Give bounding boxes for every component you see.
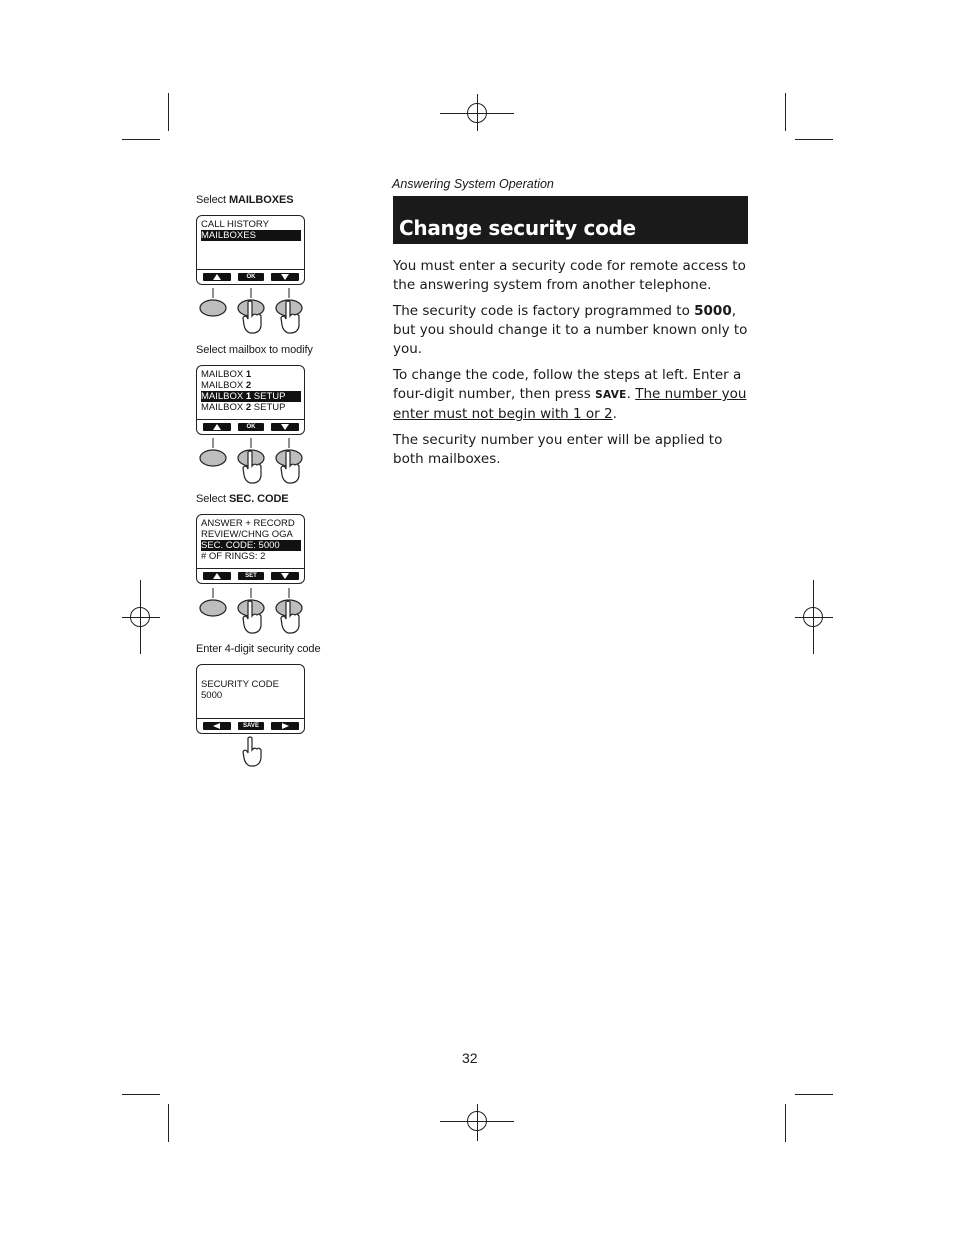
step-4-label: Enter 4-digit security code (196, 643, 321, 655)
lcd-line-highlighted: MAILBOXES (201, 230, 301, 241)
step-2-display (196, 365, 305, 435)
lcd-line: REVIEW/CHNG OGA (201, 529, 293, 540)
up-arrow-icon (203, 572, 231, 580)
step-1-label: Select MAILBOXES (196, 194, 294, 206)
softkey-ok: OK (238, 273, 264, 281)
lcd-line: # OF RINGS: 2 (201, 551, 266, 562)
softkey-save: SAVE (238, 722, 264, 730)
left-arrow-icon (203, 722, 231, 730)
softkey-bar (197, 419, 304, 434)
pointing-hand-icon (243, 737, 261, 766)
lcd-line-highlighted: SEC. CODE: 5000 (201, 540, 301, 551)
softkey-ok: OK (238, 423, 264, 431)
step-4-display (196, 664, 305, 734)
warning-text: The number you enter must not begin with 1 or 2 (393, 386, 747, 422)
page-title: Change security code (399, 216, 636, 240)
step-3-keys (196, 588, 316, 644)
softkey-set: SET (238, 572, 264, 580)
section-header: Answering System Operation (392, 177, 554, 191)
paragraph: The security number you enter will be applied to both mailboxes. (393, 432, 723, 467)
page-number: 32 (462, 1050, 478, 1066)
lcd-line-highlighted: MAILBOX 1 SETUP (201, 391, 301, 402)
keypress-illustration (196, 288, 316, 344)
step-1-keys (196, 288, 316, 344)
up-arrow-icon (203, 423, 231, 431)
lcd-line: 5000 (201, 690, 223, 701)
save-key-label: SAVE (595, 389, 627, 401)
down-arrow-icon (271, 572, 299, 580)
lcd-line: ANSWER + RECORD (201, 518, 295, 529)
keypress-illustration (196, 736, 316, 770)
lcd-line: MAILBOX 1 (201, 369, 252, 380)
step-3-display (196, 514, 305, 584)
step-3-label: Select SEC. CODE (196, 493, 289, 505)
softkey-bar (197, 269, 304, 284)
paragraph: The security code is factory programmed to 5000, but you should change it to a number known only to you. (393, 303, 748, 357)
paragraph: You must enter a security code for remote access to the answering system from another telephone. (393, 258, 746, 293)
lcd-line: MAILBOX 2 (201, 380, 252, 391)
step-2-keys (196, 438, 316, 494)
right-arrow-icon (271, 722, 299, 730)
keypress-illustration (196, 588, 316, 644)
step-4-keys (196, 736, 316, 770)
step-2-label: Select mailbox to modify (196, 344, 313, 356)
lcd-line: SECURITY CODE (201, 679, 279, 690)
title-bar (393, 196, 748, 244)
up-arrow-icon (203, 273, 231, 281)
keypress-illustration (196, 438, 316, 494)
down-arrow-icon (271, 423, 299, 431)
softkey-bar (197, 718, 304, 733)
paragraph: To change the code, follow the steps at left. Enter a four-digit number, then press SAVE. The number you enter must not begin with 1 or 2. (393, 367, 747, 422)
lcd-line: MAILBOX 2 SETUP (201, 402, 286, 413)
lcd-line: CALL HISTORY (201, 219, 269, 230)
body-text (393, 257, 753, 476)
down-arrow-icon (271, 273, 299, 281)
softkey-bar (197, 568, 304, 583)
step-1-display (196, 215, 305, 285)
